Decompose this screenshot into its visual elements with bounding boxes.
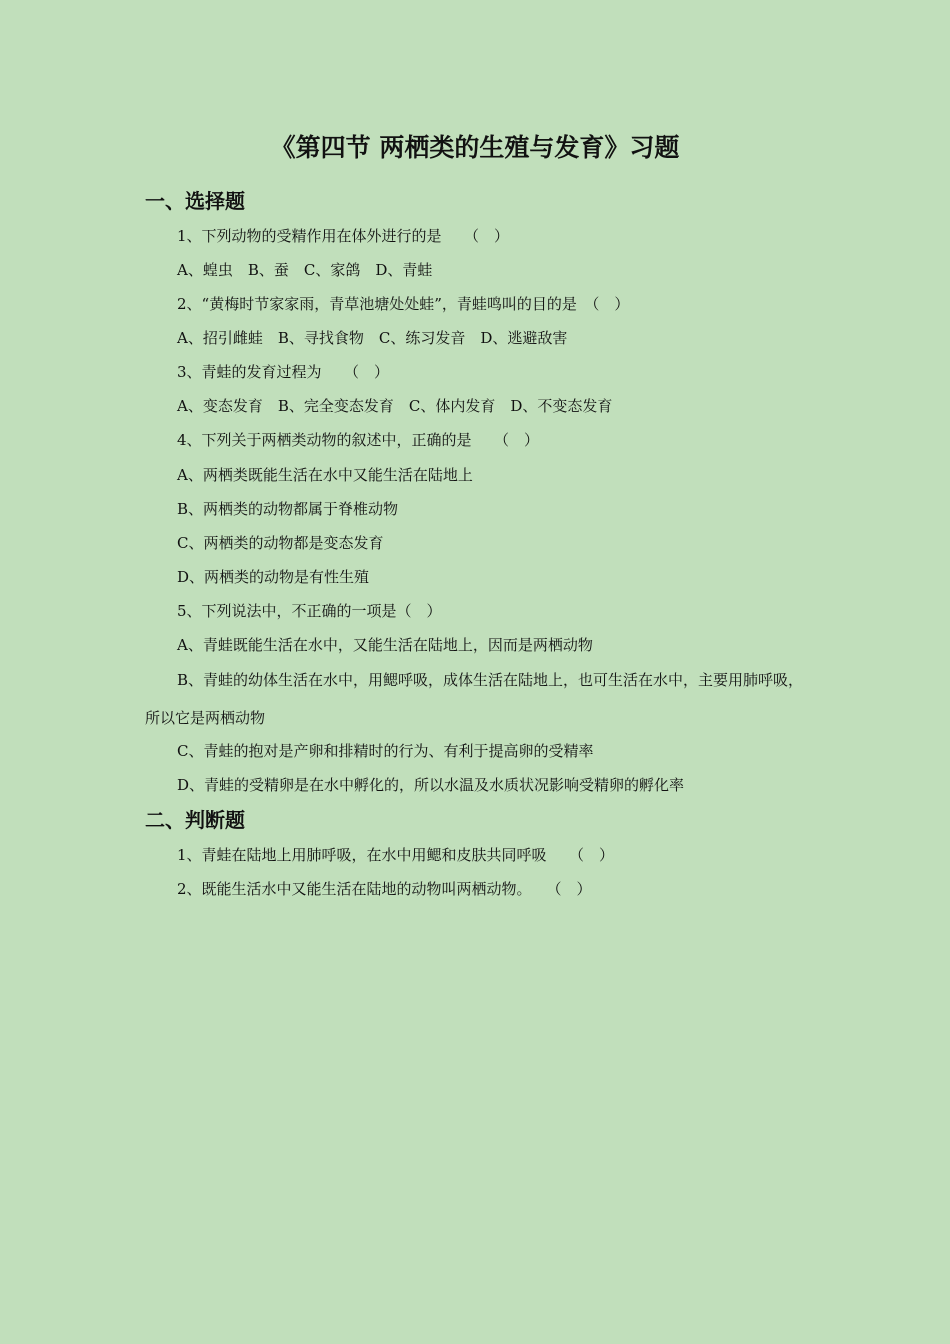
question-5-option-d: D、青蛙的受精卵是在水中孵化的，所以水温及水质状况影响受精卵的孵化率 — [177, 776, 685, 794]
question-4-option-d: D、两栖类的动物是有性生殖 — [177, 568, 370, 586]
question-5-option-b: B、青蛙的幼体生活在水中，用鳃呼吸，成体生活在陆地上，也可生活在水中，主要用肺呼吸，所以它是两栖动物 — [145, 671, 804, 727]
question-4-option-c: C、两栖类的动物都是变态发育 — [177, 534, 384, 552]
question-4-option-b: B、两栖类的动物都属于脊椎动物 — [177, 500, 399, 518]
question-2-stem: 2、“黄梅时节家家雨，青草池塘处处蛙”，青蛙鸣叫的目的是 （ ） — [177, 295, 630, 313]
question-4-option-a: A、两栖类既能生活在水中又能生活在陆地上 — [177, 466, 473, 484]
question-5-option-c: C、青蛙的抱对是产卵和排精时的行为、有利于提高卵的受精率 — [177, 742, 594, 760]
question-4-stem: 4、下列关于两栖类动物的叙述中，正确的是 （ ） — [177, 431, 540, 449]
question-5-option-a: A、青蛙既能生活在水中，又能生活在陆地上，因而是两栖动物 — [177, 636, 593, 654]
question-5-stem: 5、下列说法中，不正确的一项是（ ） — [177, 602, 442, 620]
question-2-options: A、招引雌蛙 B、寻找食物 C、练习发音 D、逃避敌害 — [177, 329, 568, 347]
question-3-options: A、变态发育 B、完全变态发育 C、体内发育 D、不变态发育 — [177, 397, 613, 415]
judgment-question-1: 1、青蛙在陆地上用肺呼吸，在水中用鳃和皮肤共同呼吸 （ ） — [177, 846, 615, 864]
question-1-stem: 1、下列动物的受精作用在体外进行的是 （ ） — [177, 227, 510, 245]
question-1-options: A、蝗虫 B、蚕 C、家鸽 D、青蛙 — [177, 261, 433, 279]
judgment-question-2: 2、既能生活水中又能生活在陆地的动物叫两栖动物。 （ ） — [177, 880, 592, 898]
document-title: 《第四节 两栖类的生殖与发育》习题 — [270, 133, 680, 162]
question-3-stem: 3、青蛙的发育过程为 （ ） — [177, 363, 390, 381]
section-heading-true-false: 二、判断题 — [145, 808, 245, 832]
section-heading-multiple-choice: 一、选择题 — [145, 189, 245, 213]
